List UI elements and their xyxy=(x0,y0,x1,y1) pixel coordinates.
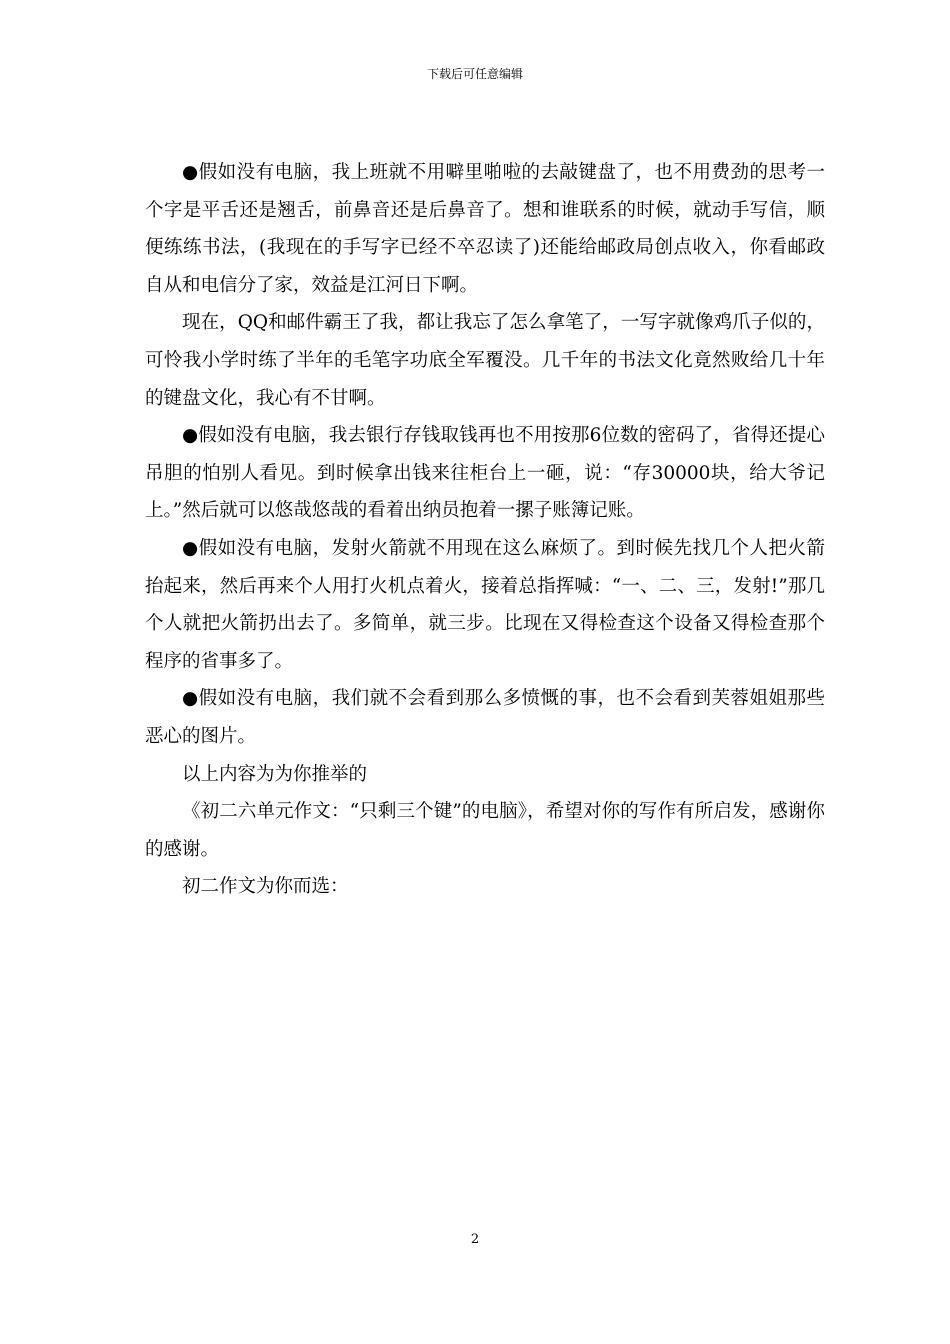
paragraph-2: 现在，QQ和邮件霸王了我，都让我忘了怎么拿笔了，一写字就像鸡爪子似的，可怜我小学时练了半年的毛笔字功底全军覆没。几千年的书法文化竟然败给几十年的键盘文化，我心有不甘啊。 xyxy=(145,312,825,409)
page-number: 2 xyxy=(470,1232,480,1247)
paragraph-7: 《初二六单元作文：“只剩三个键”的电脑》，希望对你的写作有所启发，感谢你的感谢。 xyxy=(145,801,825,860)
paragraph-1: ●假如没有电脑，我上班就不用噼里啪啦的去敲键盘了，也不用费劲的思考一个字是平舌还是翘舌，前鼻音还是后鼻音了。想和谁联系的时候，就动手写信，顺便练练书法，(我现在的手写字已经不卒忍读了)还能给邮政局创点收入，你看邮政自从和电信分了家，效益是江河日下啊。 xyxy=(145,162,825,296)
paragraph-5: ●假如没有电脑，我们就不会看到那么多愤慨的事，也不会看到芙蓉姐姐那些恶心的图片。 xyxy=(145,688,825,747)
paragraph-3: ●假如没有电脑，我去银行存钱取钱再也不用按那6位数的密码了，省得还提心吊胆的怕别人看见。到时候拿出钱来往柜台上一砸，说：“存30000块，给大爷记上。”然后就可以悠哉悠哉的看着出纳员抱着一摞子账簿记账。 xyxy=(145,425,825,522)
page-header: 下载后可任意编辑 xyxy=(426,67,523,81)
paragraph-8: 初二作文为你而选： xyxy=(182,876,349,898)
paragraph-6: 以上内容为为你推举的 xyxy=(182,763,368,785)
article-body xyxy=(145,154,825,906)
paragraph-4: ●假如没有电脑，发射火箭就不用现在这么麻烦了。到时候先找几个人把火箭抬起来，然后再来个人用打火机点着火，接着总指挥喊：“一、二、三，发射!”那几个人就把火箭扔出去了。多简单，就三步。比现在又得检查这个设备又得检查那个程序的省事多了。 xyxy=(145,537,825,672)
